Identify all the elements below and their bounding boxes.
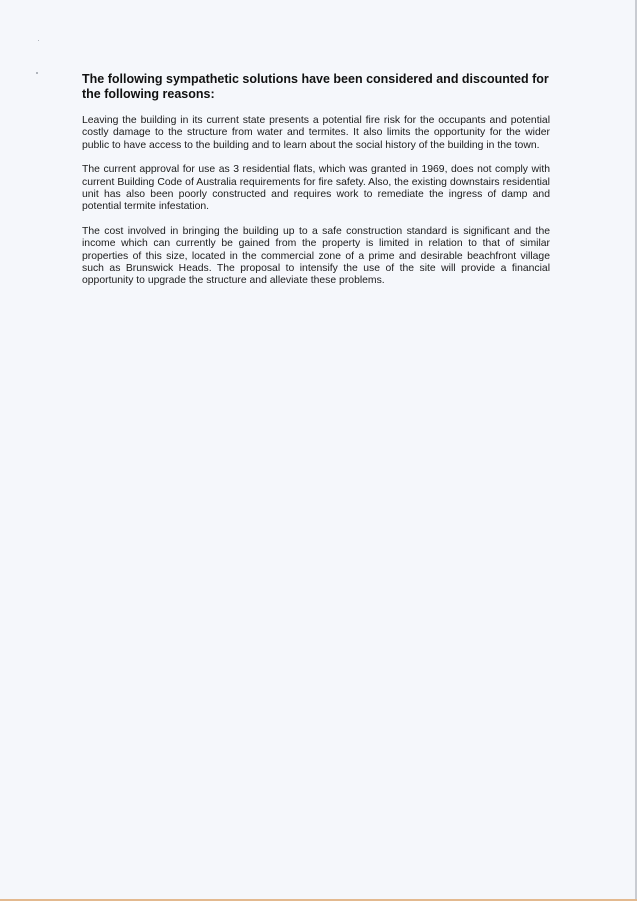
paragraph-current-approval: The current approval for use as 3 residential flats, which was granted in 1969, does not comply with current Building Code of Australia requirements for fire safety. Also, the existing downstairs residential unit has also been poorly constructed and requires work to remediate the ingress of damp and potential termite infestation. — [82, 164, 550, 213]
paragraph-cost: The cost involved in bringing the building up to a safe construction standard is significant and the income which can currently be gained from the property is limited in relation to that of similar properties of this size, located in the commercial zone of a prime and desirable beachfront village such as Brunswick Heads. The proposal to intensify the use of the site will provide a financial opportunity to upgrade the structure and alleviate these problems. — [82, 225, 550, 287]
document-body — [82, 72, 550, 300]
paragraph-current-state: Leaving the building in its current state presents a potential fire risk for the occupants and potential costly damage to the structure from water and termites. It also limits the opportunity for the wider public to have access to the building and to learn about the social history of the building in the town. — [82, 115, 550, 151]
section-heading: The following sympathetic solutions have been considered and discounted for the following reasons: — [82, 72, 549, 101]
scan-speck — [38, 40, 39, 41]
scan-speck — [36, 72, 38, 74]
